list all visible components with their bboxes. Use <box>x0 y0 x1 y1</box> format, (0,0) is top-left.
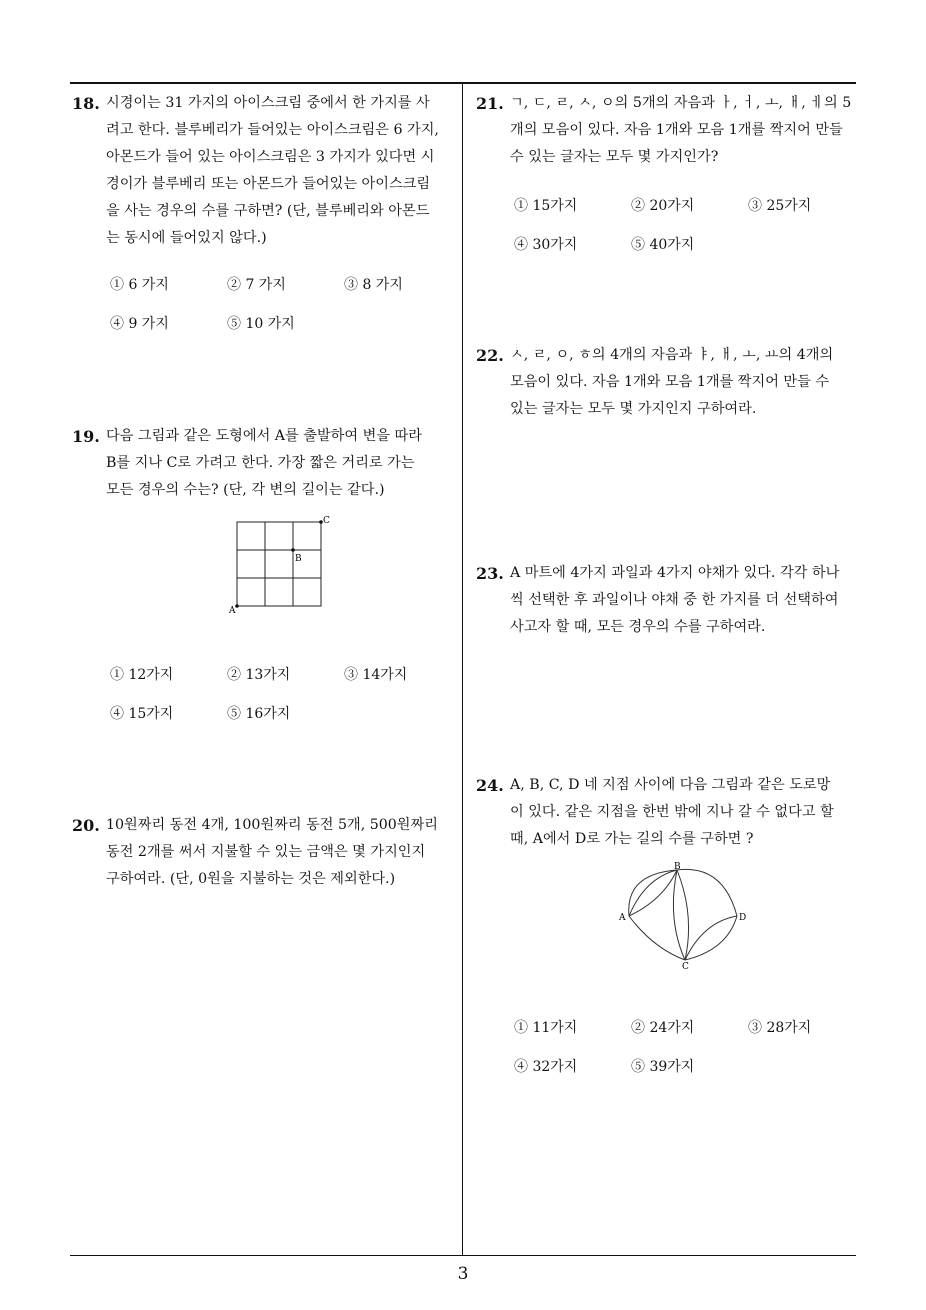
label-b: B <box>295 554 302 564</box>
question-text: 시경이는 31 가지의 아이스크림 중에서 한 가지를 사 려고 한다. 블루베리가 들어있는 아이스크림은 6 가지, 아몬드가 들어 있는 아이스크림은 3 가지가 있다면 시 경이가 블루베리 또는 아몬드가 들어있는 아이스크림 을 사는 경우의 수를 구하면? (단, 블루베리와 아몬드 는 동시에 들어있지 않다.) <box>106 95 439 246</box>
road-network-figure <box>615 860 755 970</box>
bottom-rule <box>70 1255 856 1256</box>
choice-2[interactable]: ② 20가지 <box>631 198 695 214</box>
choice-1[interactable]: ① 6 가지 <box>110 277 169 293</box>
grid-path-figure <box>225 510 335 615</box>
point-b <box>291 548 295 552</box>
page-number: 3 <box>457 1264 469 1284</box>
choice-5[interactable]: ⑤ 16가지 <box>227 706 291 722</box>
question-number: 18. <box>72 94 100 113</box>
label-a: A <box>229 606 236 615</box>
choice-2[interactable]: ② 7 가지 <box>227 277 286 293</box>
question-text: A, B, C, D 네 지점 사이에 다음 그림과 같은 도로망 이 있다. 같은 지점을 한번 밖에 지나 갈 수 없다고 할 때, A에서 D로 가는 길의 수를 구하면 ? <box>510 777 834 847</box>
choice-1[interactable]: ① 15가지 <box>514 198 578 214</box>
choice-4[interactable]: ④ 9 가지 <box>110 316 169 332</box>
point-a <box>235 604 239 608</box>
choice-5[interactable]: ⑤ 10 가지 <box>227 316 295 332</box>
choice-4[interactable]: ④ 32가지 <box>514 1059 578 1075</box>
question-number: 24. <box>476 776 504 795</box>
label-b: B <box>674 862 681 872</box>
label-d: D <box>739 913 747 923</box>
choice-5[interactable]: ⑤ 40가지 <box>631 237 695 253</box>
question-number: 20. <box>72 816 100 835</box>
column-divider <box>462 83 463 1255</box>
choice-2[interactable]: ② 24가지 <box>631 1020 695 1036</box>
choice-5[interactable]: ⑤ 39가지 <box>631 1059 695 1075</box>
choice-3[interactable]: ③ 8 가지 <box>344 277 403 293</box>
choice-3[interactable]: ③ 25가지 <box>748 198 812 214</box>
question-text: A 마트에 4가지 과일과 4가지 야채가 있다. 각각 하나 씩 선택한 후 과일이나 야채 중 한 가지를 더 선택하여 사고자 할 때, 모든 경우의 수를 구하여라. <box>510 565 840 635</box>
choice-1[interactable]: ① 12가지 <box>110 667 174 683</box>
label-a: A <box>619 913 626 923</box>
choice-1[interactable]: ① 11가지 <box>514 1020 578 1036</box>
question-number: 23. <box>476 564 504 583</box>
choice-2[interactable]: ② 13가지 <box>227 667 291 683</box>
question-text: ㄱ, ㄷ, ㄹ, ㅅ, ㅇ의 5개의 자음과 ㅏ, ㅓ, ㅗ, ㅐ, ㅔ의 5 개의 모음이 있다. 자음 1개와 모음 1개를 짝지어 만들 수 있는 글자는 모두 몇 가지인가? <box>510 95 852 165</box>
choice-4[interactable]: ④ 15가지 <box>110 706 174 722</box>
choice-4[interactable]: ④ 30가지 <box>514 237 578 253</box>
question-number: 21. <box>476 94 504 113</box>
question-text: 10원짜리 동전 4개, 100원짜리 동전 5개, 500원짜리 동전 2개를 써서 지불할 수 있는 금액은 몇 가지인지 구하여라. (단, 0원을 지불하는 것은 제외한다.) <box>106 817 438 887</box>
choice-3[interactable]: ③ 28가지 <box>748 1020 812 1036</box>
question-number: 22. <box>476 346 504 365</box>
question-number: 19. <box>72 427 100 446</box>
label-c: C <box>323 516 330 526</box>
question-text: ㅅ, ㄹ, ㅇ, ㅎ의 4개의 자음과 ㅑ, ㅐ, ㅗ, ㅛ의 4개의 모음이 있다. 자음 1개와 모음 1개를 짝지어 만들 수 있는 글자는 모두 몇 가지인지 구하여라. <box>510 347 834 417</box>
top-rule <box>70 82 856 84</box>
label-c: C <box>682 962 689 970</box>
question-text: 다음 그림과 같은 도형에서 A를 출발하여 변을 따라 B를 지나 C로 가려고 한다. 가장 짧은 거리로 가는 모든 경우의 수는? (단, 각 변의 길이는 같다.) <box>106 428 422 498</box>
choice-3[interactable]: ③ 14가지 <box>344 667 408 683</box>
